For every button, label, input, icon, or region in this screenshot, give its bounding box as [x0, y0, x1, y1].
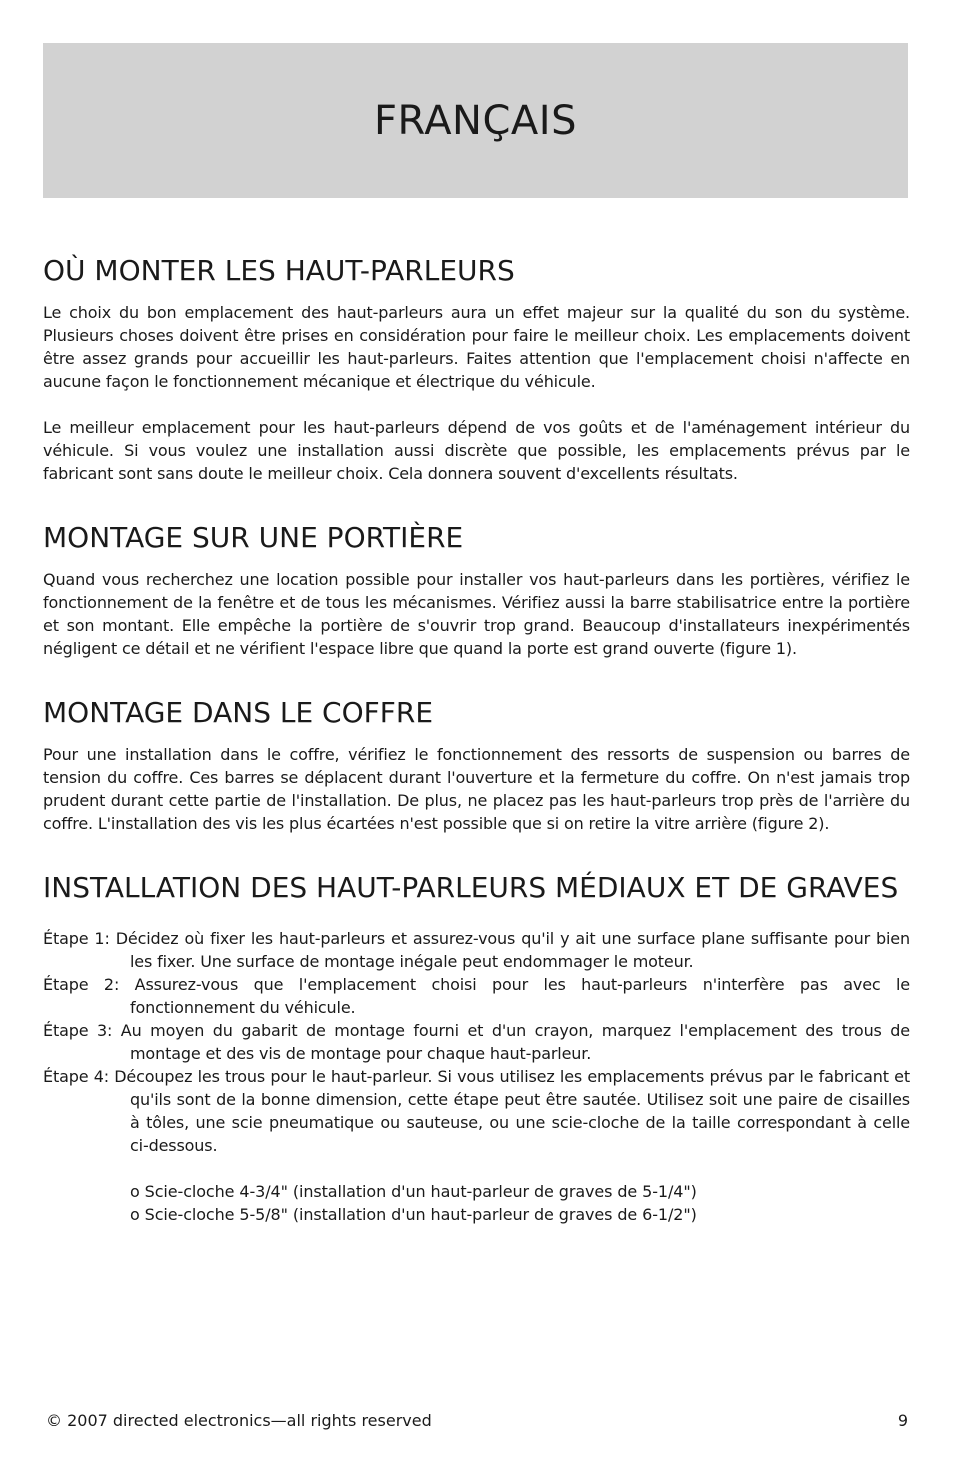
paragraph: Pour une installation dans le coffre, vérifiez le fonctionnement des ressorts de suspension ou barres de tension du coffre. Ces barres se déplacent durant l'ouverture et la fermeture du coffre. On n'est jamais trop prudent durant cette partie de l'installation. De plus, ne placez pas les haut-parleurs trop près de l'arrière du coffre. L'installation des vis les plus écartées n'est possible que si on retire la vitre arrière (figure 2).	[43, 745, 910, 833]
section-installation	[43, 869, 910, 1226]
copyright-text: © 2007 directed electronics—all rights reserved	[46, 1411, 432, 1430]
page-title: FRANÇAIS	[374, 97, 577, 144]
section-trunk-mounting	[43, 694, 910, 835]
step-item: Étape 3: Au moyen du gabarit de montage fourni et d'un crayon, marquez l'emplacement des trous de montage et des vis de montage pour chaque haut-parleur.	[43, 1021, 910, 1063]
page-footer	[46, 1410, 908, 1432]
paragraph: Quand vous recherchez une location possible pour installer vos haut-parleurs dans les portières, vérifiez le fonctionnement de la fenêtre et de tous les mécanismes. Vérifiez aussi la barre stabilisatrice entre la portière et son montant. Elle empêche la portière de s'ouvrir trop grand. Beaucoup d'installateurs inexpérimentés négligent ce détail et ne vérifient l'espace libre que quand la porte est grand ouverte (figure 1).	[43, 570, 910, 658]
section-heading: OÙ MONTER LES HAUT-PARLEURS	[43, 254, 515, 287]
hole-saw-list	[43, 1180, 910, 1226]
steps-list	[43, 927, 910, 1157]
section-where-to-mount	[43, 252, 910, 485]
paragraph: Le meilleur emplacement pour les haut-parleurs dépend de vos goûts et de l'aménagement intérieur du véhicule. Si vous voulez une installation aussi discrète que possible, les emplacements prévus par le fabricant sont sans doute le meilleur choix. Cela donnera souvent d'excellents résultats.	[43, 418, 910, 483]
paragraph: Le choix du bon emplacement des haut-parleurs aura un effet majeur sur la qualité du son du système. Plusieurs choses doivent être prises en considération pour faire le meilleur choix. Les emplacements doivent être assez grands pour accueillir les haut-parleurs. Faites attention que l'emplacement choisi n'affecte en aucune façon le fonctionnement mécanique et électrique du véhicule.	[43, 303, 910, 391]
section-heading: MONTAGE DANS LE COFFRE	[43, 696, 434, 729]
step-item: Étape 2: Assurez-vous que l'emplacement choisi pour les haut-parleurs n'interfère pas avec le fonctionnement du véhicule.	[43, 975, 910, 1017]
language-banner	[43, 43, 908, 198]
list-item: o Scie-cloche 5-5/8" (installation d'un haut-parleur de graves de 6-1/2")	[130, 1205, 697, 1224]
page-number: 9	[897, 1411, 908, 1430]
section-heading: INSTALLATION DES HAUT-PARLEURS MÉDIAUX ET DE GRAVES	[43, 871, 899, 904]
section-heading: MONTAGE SUR UNE PORTIÈRE	[43, 521, 464, 554]
main-content	[43, 252, 910, 1226]
section-door-mounting	[43, 519, 910, 660]
list-item: o Scie-cloche 4-3/4" (installation d'un haut-parleur de graves de 5-1/4")	[130, 1182, 697, 1201]
step-item: Étape 1: Décidez où fixer les haut-parleurs et assurez-vous qu'il y ait une surface plane suffisante pour bien les fixer. Une surface de montage inégale peut endommager le moteur.	[43, 929, 910, 971]
step-item: Étape 4: Découpez les trous pour le haut-parleur. Si vous utilisez les emplacements prévus par le fabricant et qu'ils sont de la bonne dimension, cette étape peut être sautée. Utilisez soit une paire de cisailles à tôles, une scie pneumatique ou sauteuse, ou une scie-cloche de la taille correspondant à celle ci-dessous.	[43, 1067, 910, 1155]
